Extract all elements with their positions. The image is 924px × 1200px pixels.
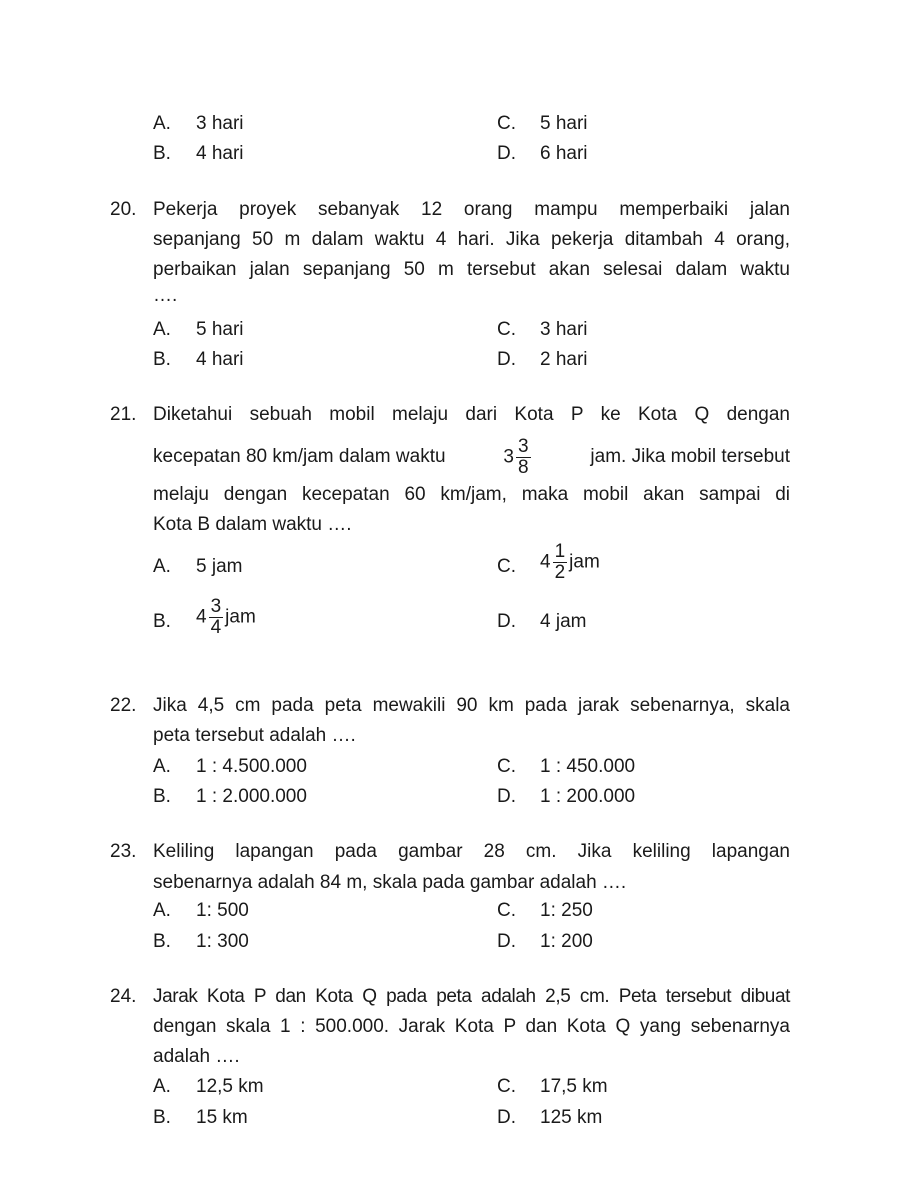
fraction-numerator: 3: [517, 435, 529, 457]
fraction-whole: 3: [503, 446, 514, 467]
q24-option-row: [0, 1107, 924, 1133]
question-number: 20.: [110, 199, 137, 220]
q24-option-row: [0, 1076, 924, 1102]
question-text-segment: jam. Jika mobil tersebut: [590, 446, 790, 467]
option-mixed-fraction: [196, 597, 256, 638]
option-label: D.: [497, 1107, 516, 1128]
option-text: 1 : 4.500.000: [196, 756, 307, 777]
question-text-line: perbaikan jalan sepanjang 50 m tersebut akan selesai dalam waktu: [153, 259, 790, 280]
q22-option-row: [0, 786, 924, 812]
option-text: 4 hari: [196, 349, 244, 370]
option-text: 4 hari: [196, 143, 244, 164]
option-label: A.: [153, 756, 171, 777]
option-unit: jam: [569, 551, 600, 573]
option-text: 125 km: [540, 1107, 603, 1128]
fraction: [553, 542, 568, 583]
question-number: 21.: [110, 404, 137, 425]
option-label: D.: [497, 611, 516, 632]
fraction-denominator: 8: [517, 456, 529, 478]
q21-option-row: [0, 611, 924, 637]
question-text-line: ….: [153, 285, 178, 306]
question-text-line: Keliling lapangan pada gambar 28 cm. Jika keliling lapangan: [153, 841, 790, 862]
question-text-line: dengan skala 1 : 500.000. Jarak Kota P dan Kota Q yang sebenarnya: [153, 1016, 790, 1037]
q19-option-row: [0, 113, 924, 139]
fraction: [209, 597, 224, 638]
option-label: B.: [153, 1107, 171, 1128]
q21-option-row: [0, 556, 924, 582]
question-text-line: melaju dengan kecepatan 60 km/jam, maka mobil akan sampai di: [153, 484, 790, 505]
option-label: B.: [153, 786, 171, 807]
question-text-line: Kota B dalam waktu ….: [153, 514, 352, 535]
q23-option-row: [0, 931, 924, 957]
option-text: 12,5 km: [196, 1076, 264, 1097]
option-text: 1 : 450.000: [540, 756, 636, 777]
option-label: A.: [153, 556, 171, 577]
option-text: 17,5 km: [540, 1076, 608, 1097]
option-label: A.: [153, 319, 171, 340]
question-text-line: peta tersebut adalah ….: [153, 725, 356, 746]
option-label: D.: [497, 349, 516, 370]
question-number: 22.: [110, 695, 137, 716]
question-text-line: [153, 436, 790, 478]
option-text: 1 : 2.000.000: [196, 786, 307, 807]
option-text: 5 jam: [196, 556, 243, 577]
option-label: C.: [497, 319, 516, 340]
option-label: D.: [497, 931, 516, 952]
option-label: B.: [153, 349, 171, 370]
option-mixed-fraction: [540, 542, 600, 583]
option-text: 1 : 200.000: [540, 786, 636, 807]
option-text: 3 hari: [196, 113, 244, 134]
q22-option-row: [0, 756, 924, 782]
option-text: 1: 500: [196, 900, 249, 921]
q20-option-row: [0, 319, 924, 345]
option-label: B.: [153, 611, 171, 632]
mixed-fraction: [503, 437, 532, 478]
option-label: C.: [497, 900, 516, 921]
option-text: 2 hari: [540, 349, 588, 370]
question-text-line: sepanjang 50 m dalam waktu 4 hari. Jika pekerja ditambah 4 orang,: [153, 229, 790, 250]
question-number: 23.: [110, 841, 137, 862]
option-text: 5 hari: [540, 113, 588, 134]
q23-option-row: [0, 900, 924, 926]
option-label: C.: [497, 556, 516, 577]
option-label: A.: [153, 113, 171, 134]
question-text-line: Jika 4,5 cm pada peta mewakili 90 km pada jarak sebenarnya, skala: [153, 695, 790, 716]
option-label: B.: [153, 143, 171, 164]
option-text: 6 hari: [540, 143, 588, 164]
fraction-numerator: 1: [554, 541, 566, 562]
fraction-denominator: 4: [210, 616, 222, 638]
question-number: 24.: [110, 986, 137, 1007]
question-text-line: Jarak Kota P dan Kota Q pada peta adalah 2,5 cm. Peta tersebut dibuat: [153, 986, 790, 1007]
fraction-whole: 4: [540, 551, 551, 573]
option-label: A.: [153, 900, 171, 921]
q20-option-row: [0, 349, 924, 375]
fraction: [516, 437, 531, 478]
option-text: 4 jam: [540, 611, 587, 632]
option-label: B.: [153, 931, 171, 952]
fraction-whole: 4: [196, 606, 207, 628]
option-label: A.: [153, 1076, 171, 1097]
option-text: 1: 300: [196, 931, 249, 952]
option-unit: jam: [225, 606, 256, 628]
option-text: 1: 250: [540, 900, 593, 921]
option-label: D.: [497, 143, 516, 164]
option-label: C.: [497, 756, 516, 777]
option-text: 15 km: [196, 1107, 248, 1128]
option-text: 5 hari: [196, 319, 244, 340]
option-label: C.: [497, 113, 516, 134]
option-text: 3 hari: [540, 319, 588, 340]
option-text: 1: 200: [540, 931, 593, 952]
fraction-numerator: 3: [210, 596, 222, 617]
option-label: C.: [497, 1076, 516, 1097]
question-text-segment: kecepatan 80 km/jam dalam waktu: [153, 446, 446, 467]
option-label: D.: [497, 786, 516, 807]
fraction-denominator: 2: [554, 561, 566, 583]
question-text-line: Pekerja proyek sebanyak 12 orang mampu memperbaiki jalan: [153, 199, 790, 220]
question-text-line: Diketahui sebuah mobil melaju dari Kota P ke Kota Q dengan: [153, 404, 790, 425]
question-text-line: adalah ….: [153, 1046, 240, 1067]
question-text-line: sebenarnya adalah 84 m, skala pada gambar adalah ….: [153, 872, 627, 893]
q19-option-row: [0, 143, 924, 169]
